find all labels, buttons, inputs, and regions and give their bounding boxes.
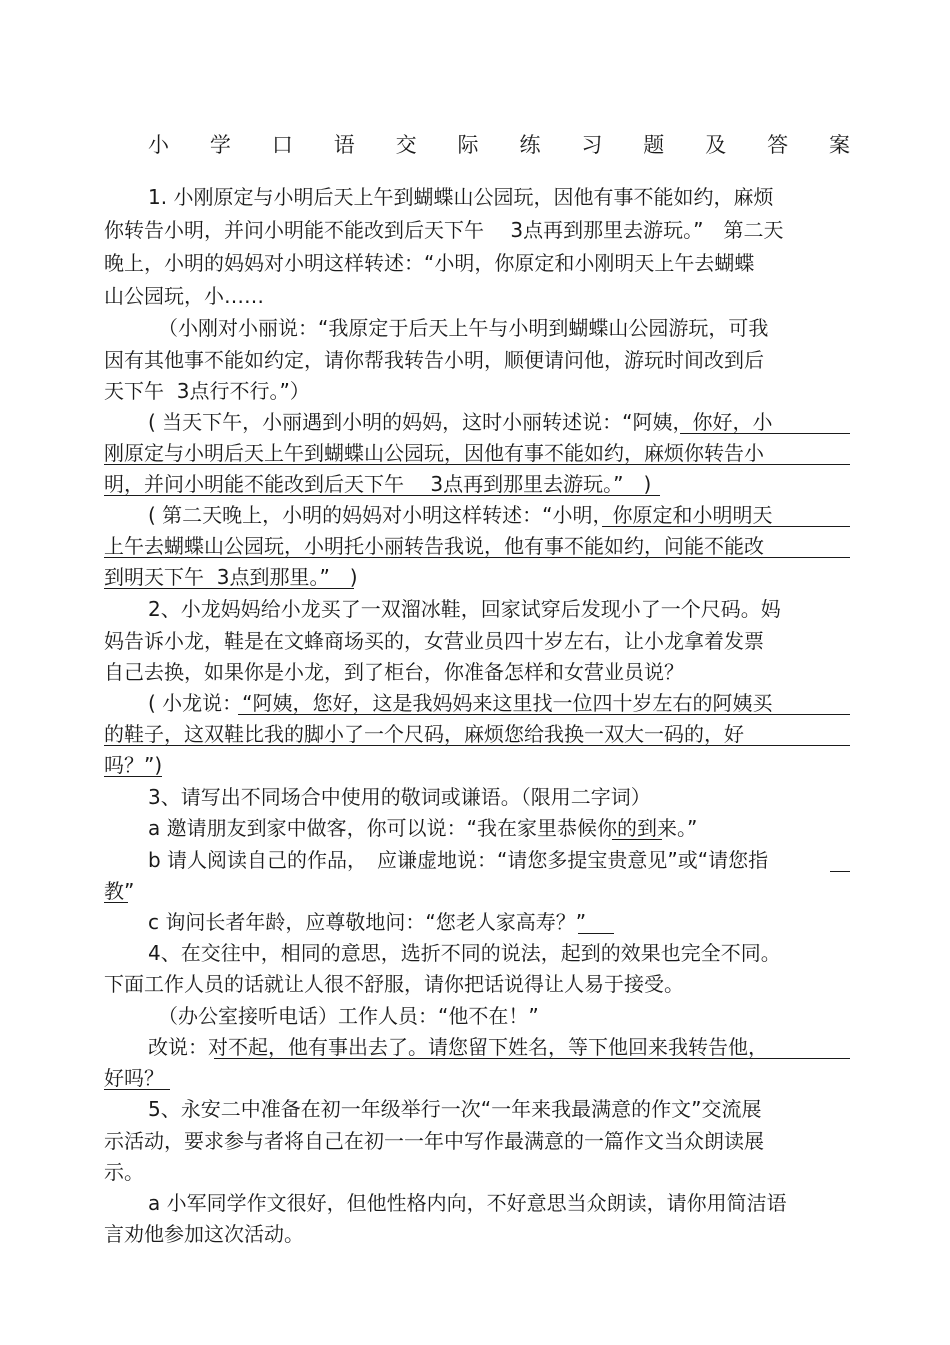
q1-line-1: 1. 小刚原定与小明后天上午到蝴蝶山公园玩，因他有事不能如约，麻烦 [148, 185, 774, 209]
answer-underline [104, 588, 354, 589]
q4-line-2: 下面工作人员的话就让人很不舒服，请你把话说得让人易于接受。 [104, 972, 684, 996]
answer-underline [214, 1058, 850, 1059]
title-char: 际 [457, 133, 479, 157]
answer-underline [104, 495, 660, 496]
title-char: 小 [148, 133, 169, 157]
title-char: 及 [705, 133, 727, 157]
q5-line-1: 5、永安二中准备在初一年级举行一次“一年来我最满意的作文”交流展 [148, 1097, 762, 1121]
title-char: 答 [767, 133, 789, 157]
answer-underline [104, 745, 850, 746]
answer-underline [680, 433, 850, 434]
answer-underline [104, 776, 162, 777]
q1-answer-line-5: 上午去蝴蝶山公园玩，小明托小丽转告我说，他有事不能如约，问能不能改 [104, 534, 764, 558]
q3-item-c: c 询问长者年龄，应尊敬地问：“您老人家高寿？” [148, 910, 587, 934]
q1-answer-line-2: 刚原定与小明后天上午到蝴蝶山公园玩，因他有事不能如约，麻烦你转告小 [104, 441, 764, 465]
answer-underline [612, 839, 662, 840]
answer-underline [104, 557, 850, 558]
answer-underline [104, 464, 850, 465]
title-char: 交 [395, 133, 417, 157]
q3-item-b-cont: 教” [104, 879, 135, 903]
title-char: 练 [519, 133, 541, 157]
title-char: 题 [643, 133, 665, 157]
q3-line-1: 3、请写出不同场合中使用的敬词或谦语。（限用二字词） [148, 785, 651, 809]
q1-context-line-3: 天下午 3点行不行。”） [104, 379, 310, 403]
q1-context-line-2: 因有其他事不能如约定，请你帮我转告小明，顺便请问他，游玩时间改到后 [104, 348, 764, 372]
q2-answer-line-1: ( 小龙说：“阿姨，您好，这是我妈妈来这里找一位四十岁左右的阿姨买 [148, 691, 773, 715]
q4-answer-line-1: 改说：对不起，他有事出去了。请您留下姓名，等下他回来我转告他， [148, 1035, 768, 1059]
q1-context-line-1: （小刚对小丽说：“我原定于后天上午与小明到蝴蝶山公园游玩，可我 [158, 316, 769, 340]
answer-underline [578, 933, 614, 934]
q5-item-a-cont: 言劝他参加这次活动。 [104, 1222, 304, 1246]
q4-answer-line-2: 好吗？ [104, 1066, 164, 1090]
answer-underline [104, 1089, 170, 1090]
q3-item-b: b 请人阅读自己的作品， 应谦虚地说：“请您多提宝贵意见”或“请您指 [148, 848, 769, 872]
title-char: 案 [828, 133, 850, 157]
q5-item-a: a 小军同学作文很好，但他性格内向，不好意思当众朗读，请你用简洁语 [148, 1191, 787, 1215]
q4-line-1: 4、在交往中，相同的意思，选折不同的说法，起到的效果也完全不同。 [148, 941, 781, 965]
q1-line-4: 山公园玩，小…… [104, 284, 264, 308]
q1-answer-line-1: ( 当天下午，小丽遇到小明的妈妈，这时小丽转述说：“阿姨，你好，小 [148, 410, 773, 434]
q5-line-2: 示活动，要求参与者将自己在初一一年中写作最满意的一篇作文当众朗读展 [104, 1129, 764, 1153]
q1-answer-line-4: ( 第二天晚上，小明的妈妈对小明这样转述：“小明，你原定和小明明天 [148, 503, 773, 527]
title-char: 学 [209, 133, 231, 157]
answer-underline [830, 871, 850, 872]
title-char: 口 [271, 133, 293, 157]
title-char: 习 [581, 133, 603, 157]
q5-line-3: 示。 [104, 1160, 144, 1184]
q1-line-2: 你转告小明，并问小明能不能改到后天下午 3点再到那里去游玩。” 第二天 [104, 218, 784, 242]
page-title [148, 133, 850, 157]
q1-answer-line-3: 明，并问小明能不能改到后天下午 3点再到那里去游玩。” ) [104, 472, 652, 496]
q2-line-3: 自己去换，如果你是小龙，到了柜台，你准备怎样和女营业员说？ [104, 660, 684, 684]
answer-underline [238, 714, 850, 715]
q2-answer-line-2: 的鞋子，这双鞋比我的脚小了一个尺码，麻烦您给我换一双大一码的，好 [104, 722, 744, 746]
title-char: 语 [333, 133, 355, 157]
q1-answer-line-6: 到明天下午 3点到那里。” ) [104, 565, 358, 589]
answer-underline [602, 526, 850, 527]
q2-line-1: 2、小龙妈妈给小龙买了一双溜冰鞋，回家试穿后发现小了一个尺码。妈 [148, 597, 781, 621]
q2-answer-line-3: 吗？”) [104, 753, 163, 777]
answer-underline [104, 902, 128, 903]
q3-item-a: a 邀请朋友到家中做客，你可以说：“我在家里恭候你的到来。” [148, 816, 698, 840]
q4-line-3: （办公室接听电话）工作人员：“他不在！” [158, 1004, 539, 1028]
q2-line-2: 妈告诉小龙，鞋是在文蜂商场买的，女营业员四十岁左右，让小龙拿着发票 [104, 629, 764, 653]
q1-line-3: 晚上，小明的妈妈对小明这样转述：“小明，你原定和小刚明天上午去蝴蝶 [104, 251, 755, 275]
